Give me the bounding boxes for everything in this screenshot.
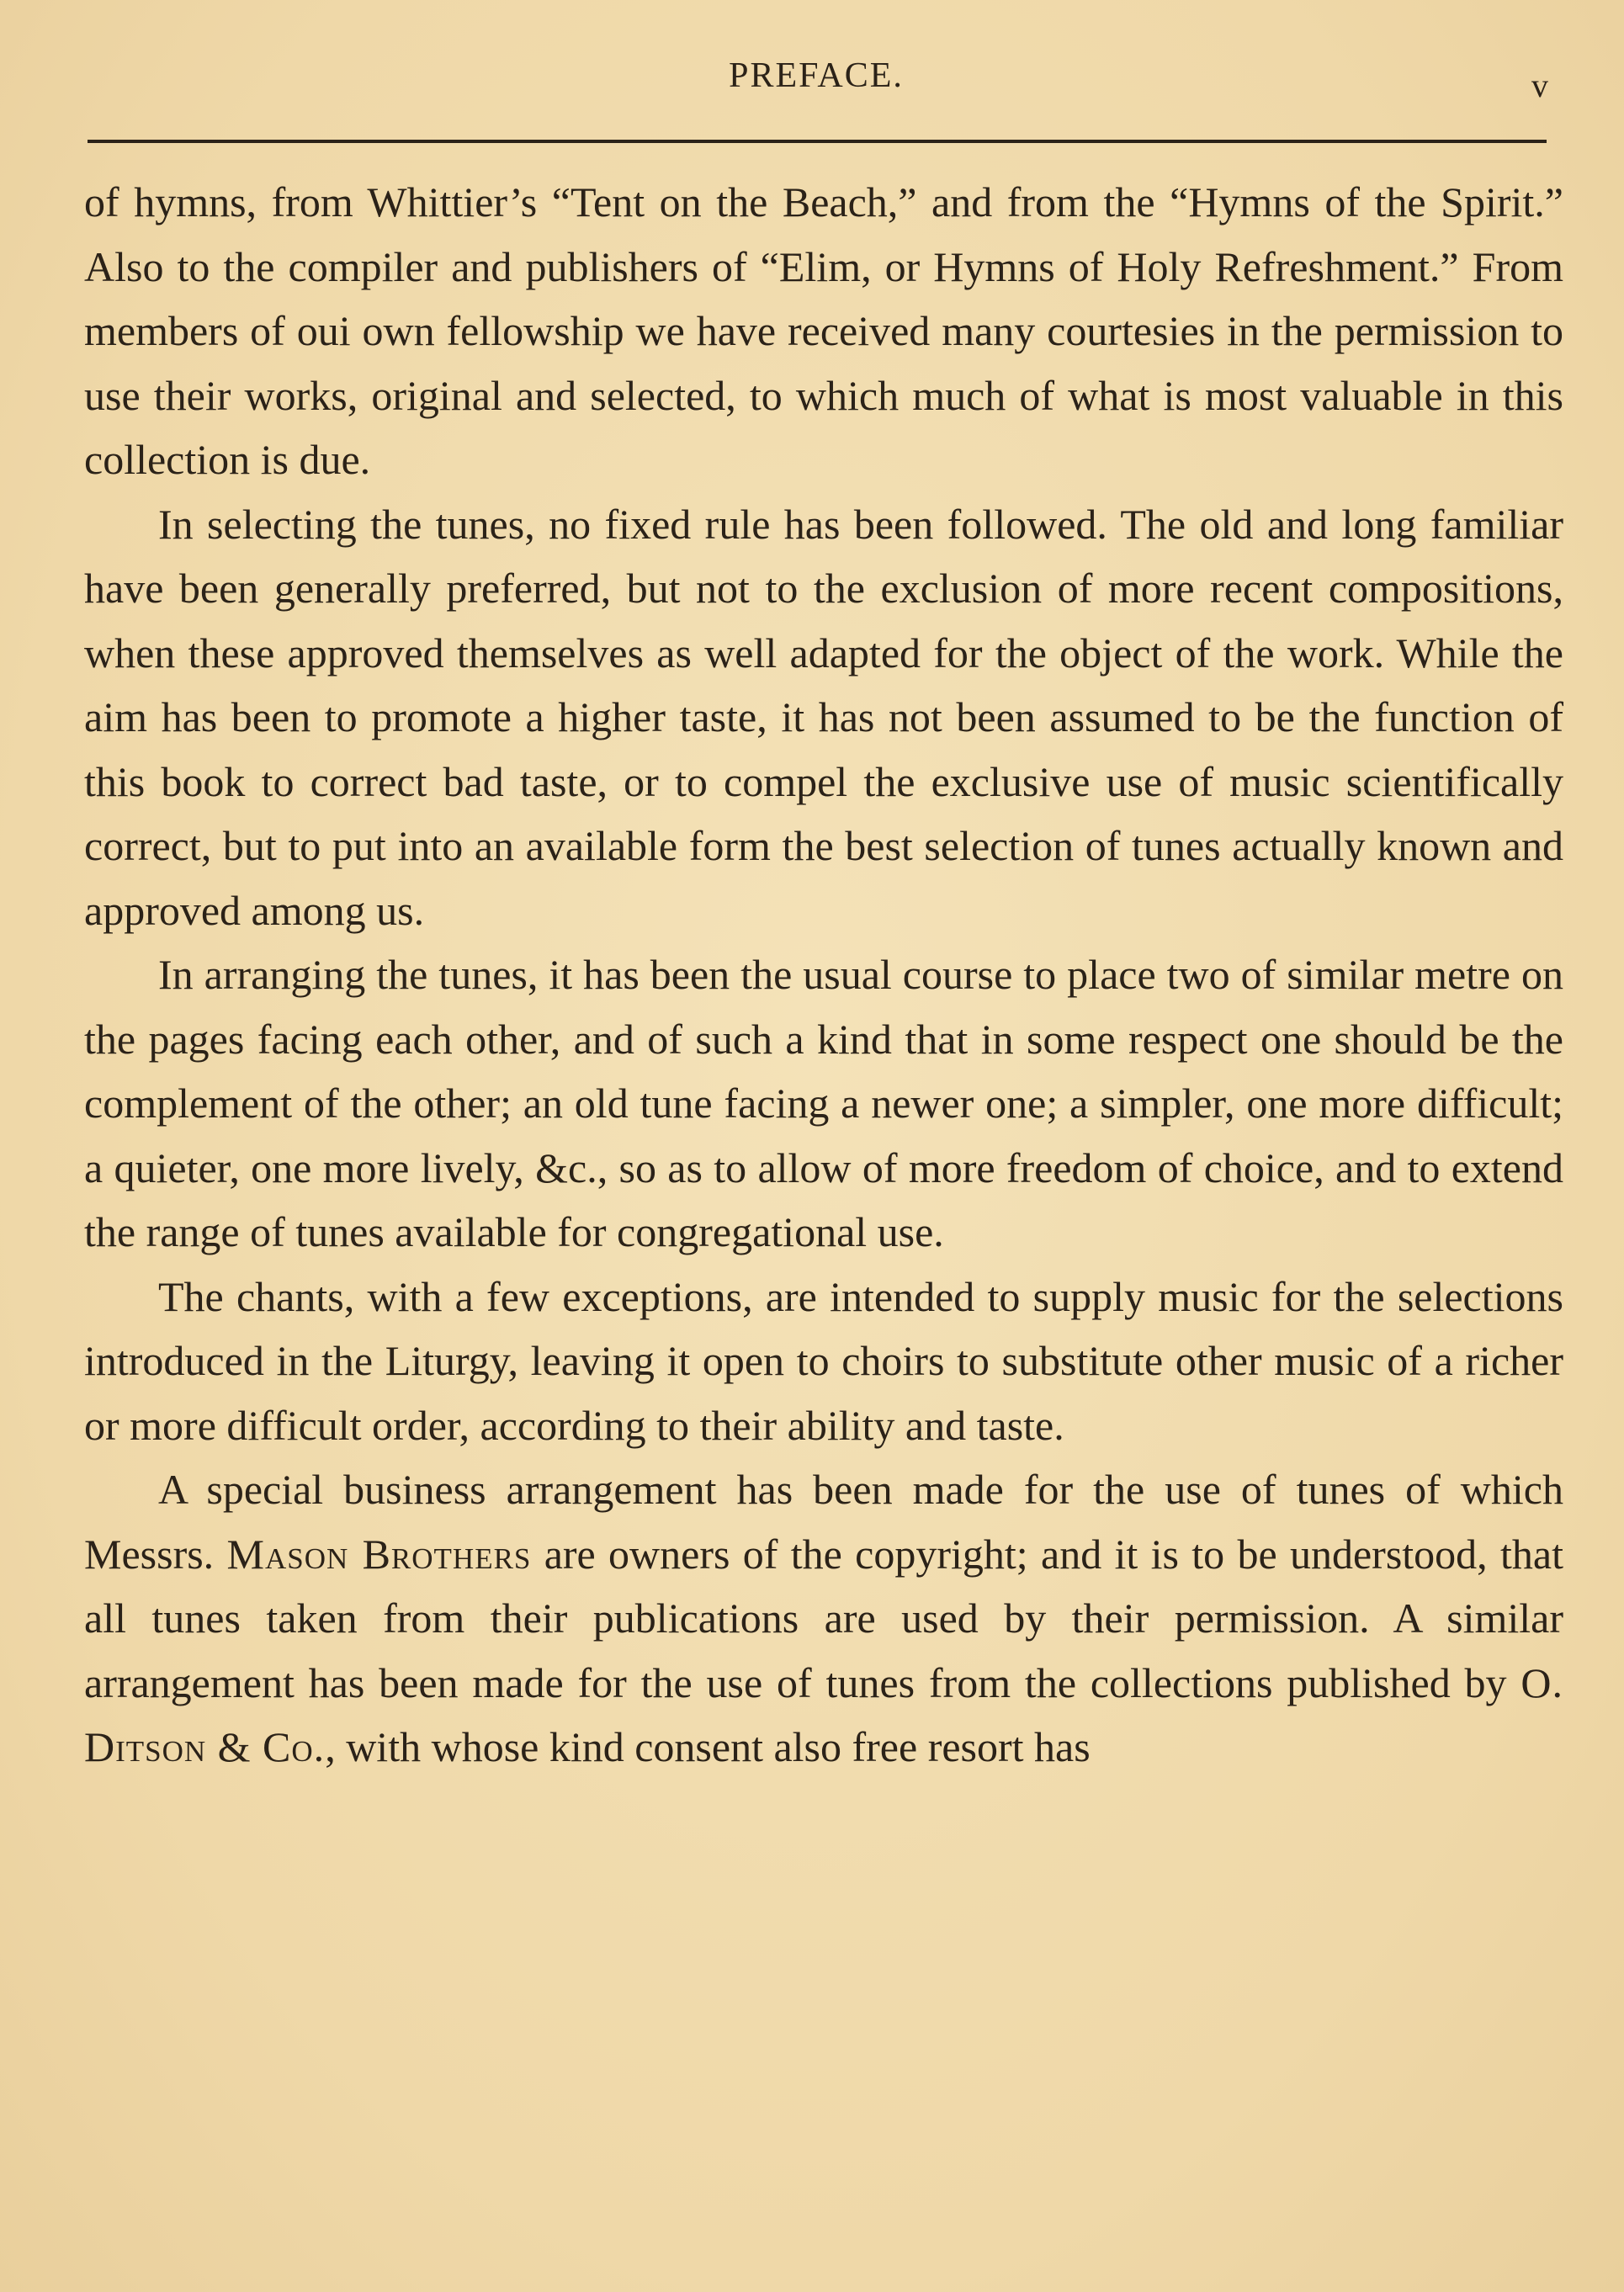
running-head [84,56,1548,106]
header-rule [88,140,1547,143]
paragraph-text-part: A special business arrangement has been made for the use of tunes of which Messrs. [84,1466,1563,1578]
paragraph-chants: The chants, with a few exceptions, are intended to supply music for the selections introduced in the Liturgy, leaving it open to choirs to substitute other music of a richer or more difficult order, according to their ability and taste. [84,1272,1563,1449]
page-number: v [1531,66,1548,104]
running-title: PREFACE. [729,56,904,95]
paragraph-selecting-tunes: In selecting the tunes, no fixed rule has been followed. The old and long familiar have been generally preferred, but not to the exclusion of more recent compositions, when these approved themselves as well adapted for the object of the work. While the aim has been to promote a higher taste, it has not been assumed to be the function of this book to correct bad taste, or to compel the exclusive use of music scientifically correct, but to put into an available form the best selection of tunes actually known and approved among us. [84,500,1563,934]
paragraph-arranging-tunes: In arranging the tunes, it has been the usual course to place two of similar metre on the pages facing each other, and of such a kind that in some respect one should be the complement of the other; an old tune facing a newer one; a simpler, one more difficult; a quieter, one more lively, &c., so as to allow of more freedom of choice, and to extend the range of tunes available for congregational use. [84,951,1563,1255]
paragraph-continuation: of hymns, from Whittier’s “Tent on the Beach,” and from the “Hymns of the Spirit.” Also to the compiler and publishers of “Elim, or Hymns of Holy Refreshment.” From members of oui own fellowship we have received many courtesies in the permission to use their works, original and selected, to which much of what is most valuable in this collection is due. [84,178,1563,483]
paragraph-business-arrangement [84,1457,1563,1780]
publisher-name-ditson: O. Ditson & Co. [84,1658,1563,1770]
paragraph-text-part: are owners of the copyright; and it is to be understood, that all tunes taken from their publications are used by their permission. A similar arrangement has been made for the use of tunes from the collections published by [84,1530,1563,1706]
paragraph-text-part: , with whose kind consent also free resort has [325,1723,1091,1770]
publisher-name-mason-brothers: Mason Brothers [226,1530,532,1578]
body-text [84,170,1563,1780]
